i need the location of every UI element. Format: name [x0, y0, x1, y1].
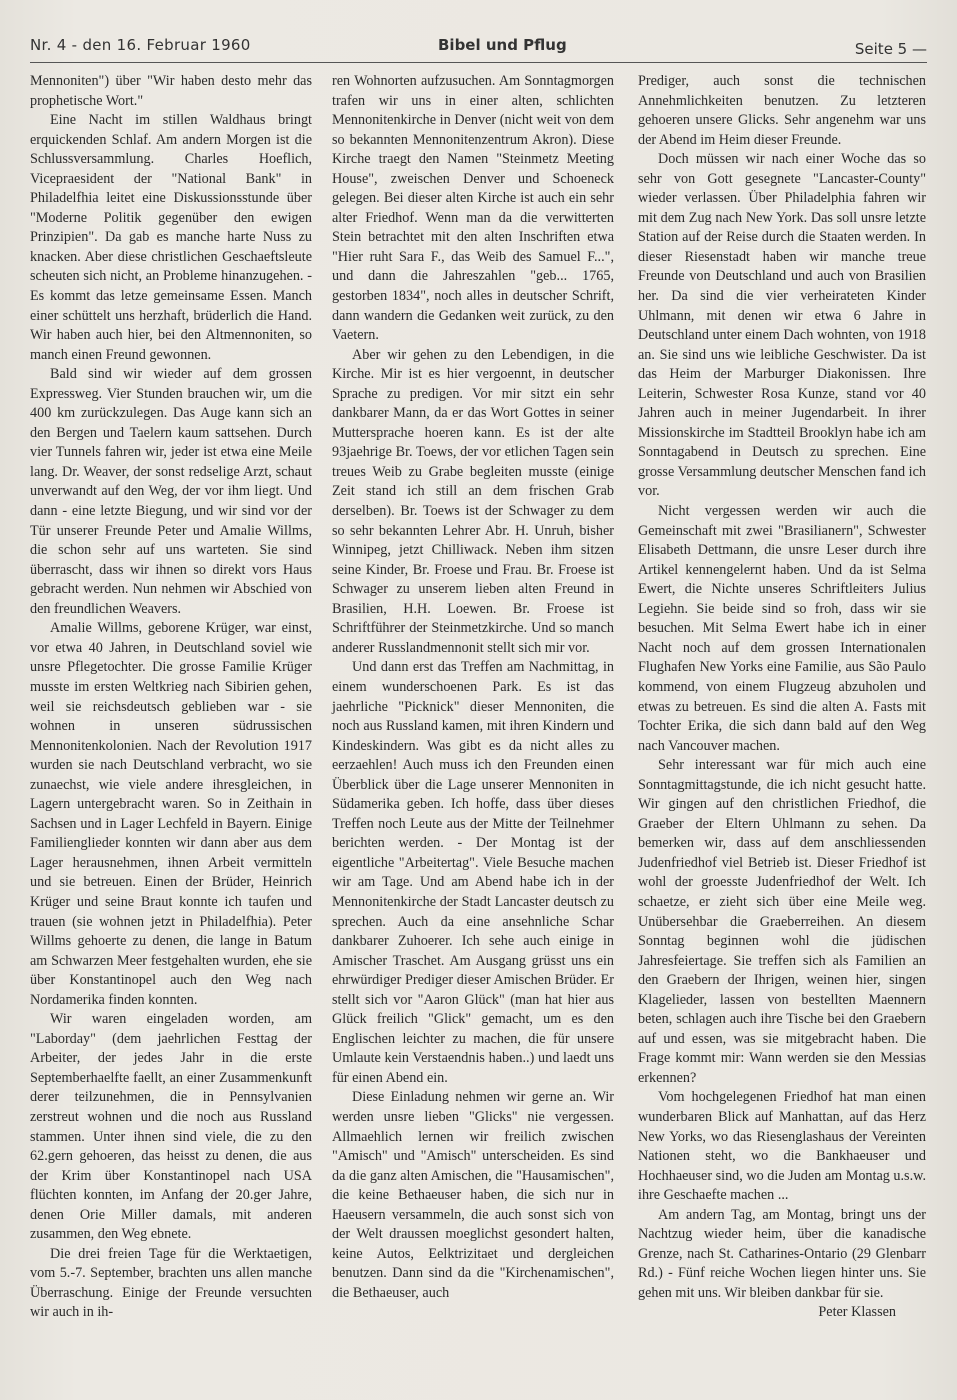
paragraph: Und dann erst das Treffen am Nachmittag, in einem wunderschoenen Park. Es ist das jaehrliche "Picknick" dieser Mennoniten, die noch aus Russland kamen, mit ihren Kindern und Kindeskindern. Was gibt es da nicht alles zu eerzaehlen! Auch muss ich den Freunden einen Überblick über die Lage unserer Mennoniten in Südamerika geben. Ich hoffe, dass über dieses Treffen noch Leute aus der Mitte der Teilnehmer berichten werden. - Der Montag ist der eigentliche "Arbeitertag". Viele Besuche machen wir am Tage. Und am Abend habe ich in der Mennonitenkirche der Stadt Lancaster deutsch zu sprechen. Auch da eine ansehnliche Schar dankbarer Zuhoerer. Ich sehe auch einige in Amischer Traschet. Am Ausgang grüsst uns ein ehrwürdiger Prediger dieser Amischen Brüder. Er stellt sich vor "Aaron Glück" (man hat hier aus Glück freilich "Glick" gemacht, um es den Englischen leichter zu machen, die für unsere Umlaute kein Verstaendnis haben..) und laedt uns für einen Abend ein. — [332, 659, 614, 1086]
paragraph: ren Wohnorten aufzusuchen. Am Sonntagmorgen trafen wir uns in einer alten, schlichten Mennonitenkirche in Denver (nicht weit von dem so bekannten Mennonitenzentrum Akron). Diese Kirche traegt den Namen "Steinmetz Meeting House", zweischen Denver und Schoeneck gelegen. Bei dieser alten Kirche ist auch ein sehr alter Friedhof. Wenn man da die verwitterten Stein betrachtet mit den alten Inschriften etwa "Hier ruht Sara F., das Weib des Samuel F...", und dann die Jahreszahlen "geb... 1765, gestorben 1834", noch alles in deutscher Schrift, dann wandern die Gedanken weit zurück, zu den Vaetern. — [332, 73, 614, 344]
column-1 — [30, 72, 312, 1323]
page-header — [30, 32, 927, 62]
header-rule — [30, 62, 927, 63]
paragraph: Bald sind wir wieder auf dem grossen Expressweg. Vier Stunden brauchen wir, um die 400 km zurückzulegen. Das Auge kann sich an den Bergen und Taelern kaum sattsehen. Durch vier Tunnels fahren wir, jeder ist etwa eine Meile lang. Dr. Weaver, der sonst redselige Arzt, schaut unverwandt auf den Weg, der vor ihm liegt. Und dann - eine letzte Biegung, und wir sind vor der Tür unserer Freunde Peter und Amalie Willms, die schon sehr auf uns warteten. Sie sind überrascht, dass wir ihnen so direkt vors Haus gebracht werden. Nun nehmen wir Abschied von den freundlichen Weavers. — [30, 366, 312, 617]
paragraph: Sehr interessant war für mich auch eine Sonntagmittagstunde, die ich nicht gesucht hatte. Wir gingen auf den christlichen Friedhof, die Graeber der Eltern Uhlmann zu sehen. Da bemerken wir, dass auf dem anschliessenden Judenfriedhof viel Betrieb ist. Dieser Friedhof ist wohl der groesste Judenfriedhof der Welt. Ich schaetze, er zieht sich über eine Meile weg. Unübersehbar die Graeberreihen. An diesem Sonntag beginnen wohl die jüdischen Jahresfeiertage. Sie treffen sich als Familien an den Graebern der Ihrigen, weinen hier, singen Klagelieder, lassen von bestellten Maennern beten, schlagen auch ihre Tische bei den Graebern auf und essen, was sie mitgebracht haben. Die Frage kommt mir: Wann werden sie den Messias erkennen? — [638, 757, 926, 1086]
paragraph: Wir waren eingeladen worden, am "Laborday" (dem jaehrlichen Festtag der Arbeiter, der jedes Jahr in die erste Septemberhaelfte faellt, an einer Zusammenkunft derer teilzunehmen, die in Pennsylvanien zerstreut wohnen und die noch aus Russland stammen. Unter ihnen sind viele, die zu den 62.gern gehoeren, das heisst zu denen, die aus der Krim über Konstantinopel nach USA flüchten konnten, im Anfang der 20.ger Jahre, denen Orie Miller damals, mit anderen zusammen, den Weg ebnete. — [30, 1011, 312, 1243]
paragraph: Doch müssen wir nach einer Woche das so sehr von Gott gesegnete "Lancaster-County" wieder verlassen. Über Philadelphia fahren wir mit dem Zug nach New York. Das soll unsre letzte Station auf der Reise durch die Staaten werden. In dieser Riesenstadt haben wir manche treue Freunde von Deutschland und auch von Brasilien her. Da sind die vier verheirateten Kinder Uhlmann, mit denen wir etwa 6 Jahre in Deutschland unter einem Dach wohnten, von 1918 an. Sie sind uns wie leibliche Geschwister. Da ist das Heim der Marburger Diakonissen. Ihre Leiterin, Schwester Rosa Kunze, stand vor 40 Jahren auch in meiner Jugendarbeit. In ihrer Missionskirche im Stadtteil Brooklyn habe ich am Sonntagabend in Deutsch zu sprechen. Eine grosse Versammlung deutscher Menschen fand ich vor. — [638, 151, 927, 500]
paragraph: Mennoniten") über "Wir haben desto mehr das prophetische Wort." — [30, 73, 312, 109]
paragraph: Am andern Tag, am Montag, bringt uns der Nachtzug wieder heim, über die kanadische Grenze, nach St. Catharines-Ontario (29 Glenbarr Rd.) - Fünf reiche Wochen liegen hinter uns. Sie gehen mit uns. Wir bleiben dankbar für sie. — [638, 1206, 926, 1301]
paragraph: Vom hochgelegenen Friedhof hat man einen wunderbaren Blick auf Manhattan, auf das Herz New Yorks, wo das Riesenglashaus der Vereinten Nationen steht, wo die Bankhaeuser und Hochhaeuser sind, wo die Juden am Montag u.s.w. ihre Geschaefte machen ... — [638, 1089, 926, 1204]
publication-title: Bibel und Pflug — [438, 36, 567, 54]
paragraph: Nicht vergessen werden wir auch die Gemeinschaft mit zwei "Brasilianern", Schwester Elisabeth Dettmann, die unsre Leser durch ihre Artikel kennengelernt haben. Und da ist Selma Ewert, die Nichte unseres Schriftleiters Julius Legiehn. Sie beide sind so froh, dass wir sie besuchen. Mit Selma Ewert habe ich in einer Nacht noch auf dem grossen Internationalen Flughafen New Yorks eine Familie, aus São Paulo kommend, von einem Flugzeug abzuholen und etwas zu betreuen. Es sind die alten A. Fasts mit Tochter Erika, die sich dann bald auf den Weg nach Vancouver machen. — [638, 503, 926, 754]
column-3 — [638, 72, 926, 1323]
paragraph: Diese Einladung nehmen wir gerne an. Wir werden unsre lieben "Glicks" nie vergessen. Allmaehlich lernen wir freilich zwischen "Amisch" und "Amisch" unterscheiden. Es sind da die ganz alten Amischen, die "Hausamischen", die keine Bethaeuser haben, die sich nur in Haeusern versammeln, die auch sonst sich von der Welt draussen moeglichst gesondert halten, keine Autos, Eelktrizitaet und dergleichen benutzen. Dann sind da die "Kirchenamischen", die Bethaeuser, auch — [332, 1089, 614, 1301]
issue-date: Nr. 4 - den 16. Februar 1960 — [30, 36, 251, 54]
paragraph: Prediger, auch sonst die technischen Annehmlichkeiten benutzen. Zu letzteren gehoeren unsere Glicks. Sehr angenehm war uns der Abend im Heim dieser Freunde. — [638, 73, 926, 148]
paragraph: Die drei freien Tage für die Werktaetigen, vom 5.-7. September, brachten uns allen manche Überraschung. Einige der Freunde versuchten wir auch in ih- — [30, 1245, 312, 1321]
paragraph: Amalie Willms, geborene Krüger, war einst, vor etwa 40 Jahren, in Deutschland soviel wie unsre Pflegetochter. Die grosse Familie Krüger musste im ersten Weltkrieg nach Sibirien gehen, weil sie reichsdeutsch geblieben war - sie wohnen in unseren südrussischen Mennonitenkolonien. Nach der Revolution 1917 wurden sie nach Deutschland verbracht, wo sie zunaechst, wie viele andere ihresgleichen, in Lagern untergebracht waren. So in Zeithain in Sachsen und in Lager Lechfeld in Bayern. Einige Familienglieder konnten wir dann aber aus dem Lager herausnehmen, ihnen Arbeit vermitteln und sie betreuen. Einen der Brüder, Heinrich Krüger und seine Braut konnte ich taufen und trauen (sie wohnen jetzt in Philadelfhia). Peter Willms gehoerte zu denen, die lange in Batum am Schwarzen Meer festgehalten wurden, ehe sie über Konstantinopel auch den Weg nach Nordamerika finden konnten. — [30, 620, 312, 1008]
paragraph: Aber wir gehen zu den Lebendigen, in die Kirche. Mir ist es hier vergoennt, in deutscher Sprache zu predigen. Vor mir sitzt ein sehr dankbarer Mann, da er das Wort Gottes in seiner Muttersprache hoeren kann. Es ist der alte 93jaehrige Br. Toews, der vor etlichen Tagen sein treues Weib zu Grabe begleiten musste (einige Zeit stand ich still an dem frischen Grab derselben). Br. Toews ist der Schwager zu dem so sehr bekannten Lehrer Abr. H. Unruh, bisher Winnipeg, jetzt Chilliwack. Neben ihm sitzen seine Kinder, Br. Froese und Frau. Br. Froese ist Schwager zu unserem lieben alten Freund in Brasilien, H.H. Loewen. Br. Froese ist Schriftführer der Steinmetzkirche. Und so manch anderer Russlandmennonit stellt sich mir vor. — [332, 346, 614, 656]
article-columns — [30, 72, 927, 1372]
column-2 — [332, 72, 614, 1303]
author-signature: Peter Klassen — [818, 1304, 896, 1321]
paragraph: Eine Nacht im stillen Waldhaus bringt erquickenden Schlaf. Am andern Morgen ist die Schlussversammlung. Charles Hoeflich, Vicepraesident der "National Bank" in Philadelfhia leitet eine Diskussionsstunde über "Moderne Politik gegenüber den ewigen Prinzipien". Da gab es manche harte Nuss zu knacken. Aber diese christlichen Geschaeftsleute scheuten sich nicht, an Probleme hinanzugehen. - Es kommt das letze gemeinsame Essen. Manch einer schüttelt uns herzhaft, brüderlich die Hand. Wir haben auch hier, bei den Altmennoniten, so manch einen Freund gewonnen. — [30, 112, 312, 363]
page-number: Seite 5 — — [854, 40, 927, 58]
